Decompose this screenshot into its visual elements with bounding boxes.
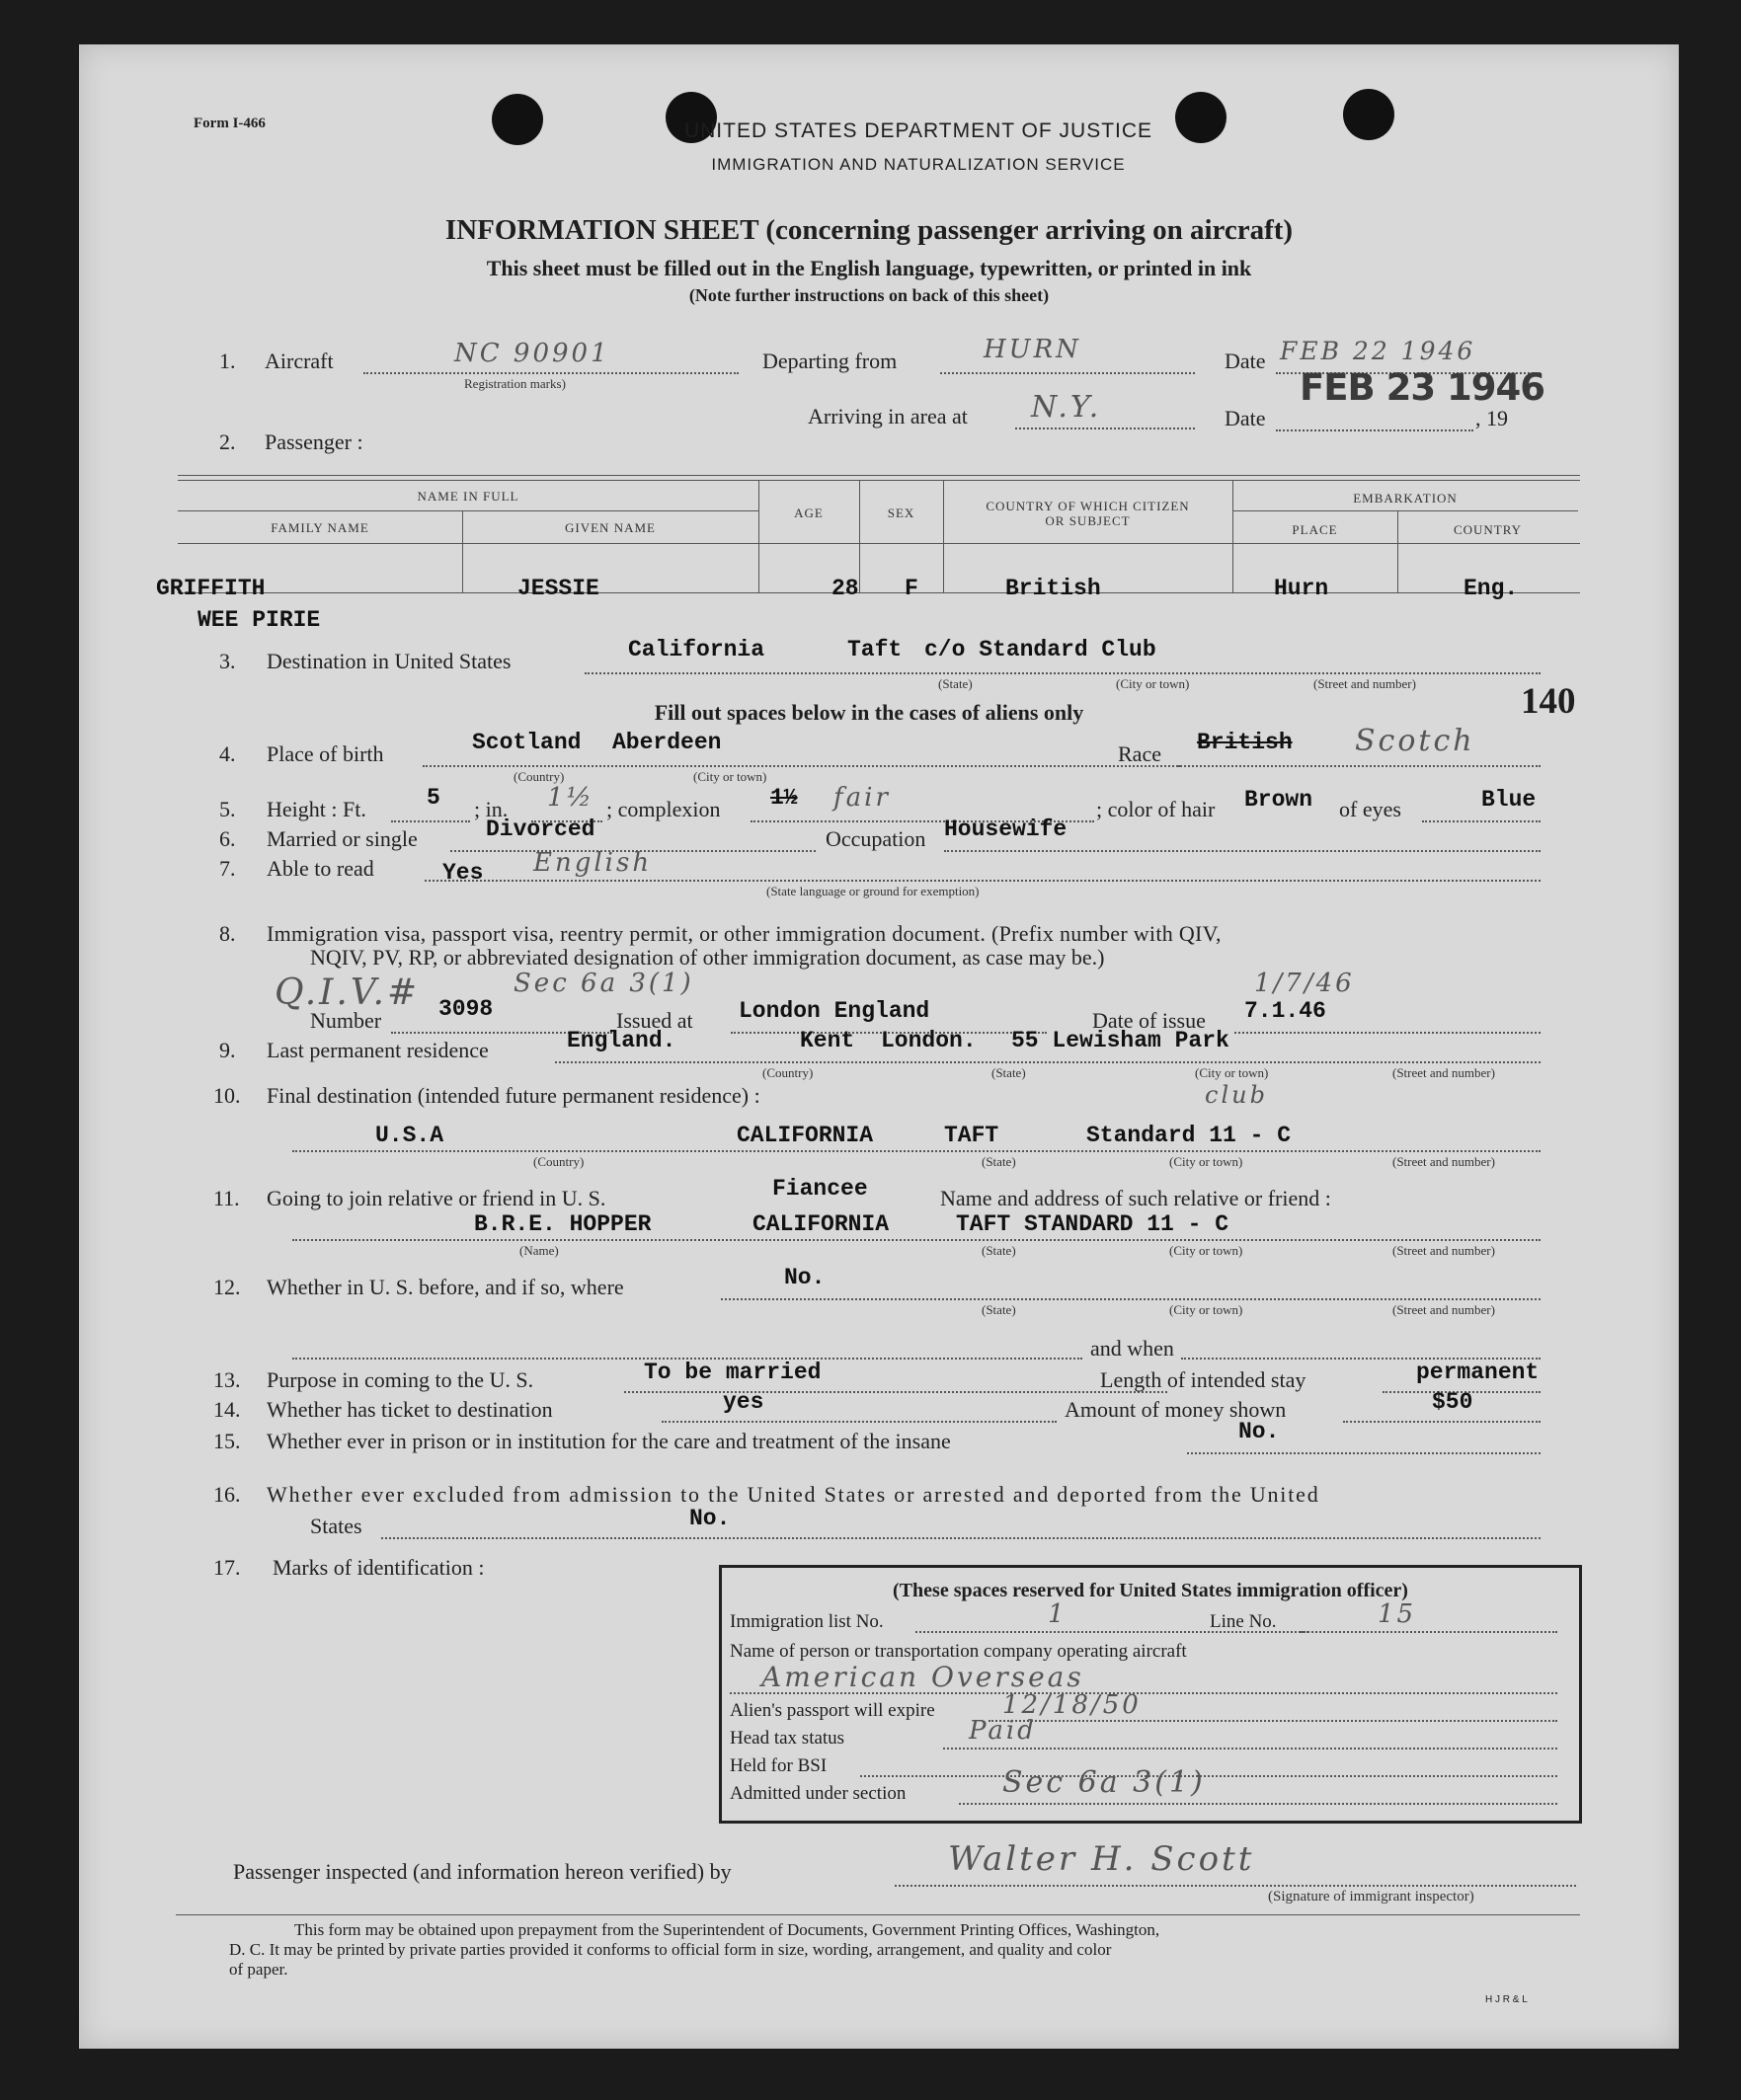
last-res-street-value: 55 Lewisham Park [1011,1028,1229,1053]
able-to-read-value: Yes [442,860,484,886]
table-rule [178,543,1580,544]
item-8-number: 8. [219,921,236,946]
departing-from-value: HURN [984,335,1081,364]
race-handwritten: Scotch [1355,724,1475,758]
form-subtitle: This sheet must be filled out in the English language, typewritten, or printed in ink [486,256,1252,280]
arriving-value: N.Y. [1031,390,1102,425]
item-14-number: 14. [213,1397,241,1422]
birth-city-value: Aberdeen [612,730,722,755]
admitted-under-line [959,1803,1557,1805]
in-us-before-line [721,1298,1541,1300]
and-when-label: and when [1090,1336,1174,1361]
street-caption: (Street and number) [1392,1302,1495,1317]
city-caption: (City or town) [693,769,767,784]
date-stamp: FEB 23 1946 [1300,366,1544,409]
table-rule [178,480,1580,481]
aliens-only-heading: Fill out spaces below in the cases of aliens only [654,700,1084,725]
held-bsi-line [860,1775,1557,1777]
street-caption: (Street and number) [1392,1065,1495,1080]
passport-expire-value: 12/18/50 [1002,1690,1142,1720]
given-name-value: JESSIE [517,576,599,601]
item-4-number: 4. [219,741,236,766]
height-label: Height : Ft. [267,797,366,821]
departing-from-label: Departing from [762,349,898,373]
visa-section-value: Sec 6a 3(1) [514,969,694,998]
city-caption: (City or town) [1169,1302,1243,1317]
in-us-before-value: No. [784,1265,826,1290]
dest-street-value: c/o Standard Club [924,637,1156,662]
item-7-number: 7. [219,856,236,881]
relation-value: Fiancee [772,1176,868,1202]
street-caption: (Street and number) [1392,1154,1495,1169]
col-country: COUNTRY [1453,522,1523,537]
issued-at-value: London England [739,998,930,1024]
item-12-number: 12. [213,1275,241,1299]
punch-hole [492,94,543,145]
table-divider [859,480,860,593]
able-to-read-label: Able to read [267,856,374,881]
city-caption: (City or town) [1169,1154,1243,1169]
destination-label: Destination in United States [267,649,512,673]
read-language-value: English [533,848,653,878]
item-3-number: 3. [219,649,236,673]
held-bsi-label: Held for BSI [730,1755,828,1776]
admitted-under-value: Sec 6a 3(1) [1002,1765,1206,1800]
dest-state-value: California [628,637,765,662]
complexion-typed-value: 1½ [770,785,798,811]
purpose-label: Purpose in coming to the U. S. [267,1367,534,1392]
read-line [425,880,1541,882]
height-ft-line [391,820,470,822]
form-title: INFORMATION SHEET (concerning passenger arriving on aircraft) [444,214,1294,246]
date-of-issue-label: Date of issue [1092,1008,1206,1033]
city-caption: (City or town) [1116,676,1190,691]
length-of-stay-value: permanent [1416,1360,1540,1385]
country-caption: (Country) [762,1065,814,1080]
col-sex: SEX [887,506,915,520]
line-no-value: 15 [1378,1599,1417,1629]
passenger-label: Passenger : [265,429,363,454]
final-street-handwritten: club [1205,1081,1268,1109]
departing-date-value: FEB 22 1946 [1280,337,1476,365]
item-17-number: 17. [213,1555,241,1580]
in-us-before-label: Whether in U. S. before, and if so, where [267,1275,624,1299]
visa-number-value: 3098 [438,996,494,1022]
visa-prefix-value: Q.I.V.# [275,972,421,1013]
col-citizen-1: COUNTRY OF WHICH CITIZEN [986,499,1190,513]
head-tax-value: Paid [969,1716,1037,1746]
passport-expire-label: Alien's passport will expire [730,1700,935,1721]
name-address-relative-label: Name and address of such relative or friend : [940,1186,1331,1210]
agency-service: IMMIGRATION AND NATURALIZATION SERVICE [711,155,1126,174]
eyes-label: of eyes [1339,797,1401,821]
signature-caption: (Signature of immigrant inspector) [1268,1889,1474,1905]
relative-name-value: B.R.E. HOPPER [474,1211,652,1237]
last-res-state-value: Kent [800,1028,855,1053]
country-caption: (Country) [514,769,565,784]
family-name-value: GRIFFITH [156,576,266,601]
item-6-number: 6. [219,826,236,851]
item-11-number: 11. [213,1186,240,1210]
excluded-line [381,1537,1541,1539]
col-family-name: FAMILY NAME [271,520,369,535]
inches-label: ; in. [474,797,509,821]
date-of-issue-value: 7.1.46 [1244,998,1326,1024]
item-15-number: 15. [213,1429,241,1453]
excluded-label-2: States [310,1514,362,1538]
embark-place-value: Hurn [1274,576,1329,601]
stamp-number: 140 [1521,681,1576,722]
marks-id-label: Marks of identification : [273,1555,485,1580]
complexion-value: fair [833,783,891,813]
col-given-name: GIVEN NAME [565,520,656,535]
date-of-issue-line [1234,1032,1541,1034]
final-destination-label: Final destination (intended future permanent residence) : [267,1083,760,1108]
item-2-number: 2. [219,429,236,454]
immigration-visa-label-2: NQIV, PV, RP, or abbreviated designation of other immigration document, as case may be.) [310,945,1105,970]
relative-state-value: CALIFORNIA [752,1211,890,1237]
printer-mark: H J R & L [1485,1994,1528,2005]
line-no-line [1301,1631,1557,1633]
prison-value: No. [1238,1419,1280,1444]
agency-dept: UNITED STATES DEPARTMENT OF JUSTICE [683,119,1153,142]
table-rule [178,592,1580,593]
prison-label: Whether ever in prison or in institution for the care and treatment of the insane [267,1429,951,1453]
table-rule [178,510,758,511]
footer-line-1: This form may be obtained upon prepayment from the Superintendent of Documents, Government Printing Offices, Washington, [294,1920,1160,1939]
ticket-label: Whether has ticket to destination [267,1397,553,1422]
street-caption: (Street and number) [1392,1243,1495,1258]
country-caption: (Country) [533,1154,585,1169]
item-16-number: 16. [213,1482,241,1507]
ticket-line [662,1421,1057,1423]
officer-reserved-box [719,1565,1582,1824]
state-language-caption: (State language or ground for exemption) [766,884,980,898]
going-to-join-label: Going to join relative or friend in U. S. [267,1186,606,1210]
occupation-line [944,850,1541,852]
number-label: Number [310,1008,382,1033]
date-line-2 [1276,429,1473,431]
item-9-number: 9. [219,1038,236,1062]
col-age: AGE [794,506,824,520]
footer-rule [176,1914,1580,1915]
hair-label: ; color of hair [1096,797,1216,821]
final-city-value: TAFT [944,1123,999,1148]
aircraft-label: Aircraft [265,349,334,373]
inspected-by-label: Passenger inspected (and information hereon verified) by [233,1859,732,1884]
last-residence-line [555,1061,1541,1063]
height-in-value: 1½ [547,783,594,813]
state-caption: (State) [982,1243,1016,1258]
state-caption: (State) [991,1065,1026,1080]
col-embarkation: EMBARKATION [1353,491,1458,506]
money-label: Amount of money shown [1065,1397,1287,1422]
money-line [1343,1421,1541,1423]
immigration-visa-label-1: Immigration visa, passport visa, reentry permit, or other immigration document. (Prefix number with QIV, [267,921,1222,946]
form-number: Form I-466 [194,116,266,131]
race-line [1177,765,1541,767]
name-caption: (Name) [519,1243,559,1258]
sex-value: F [905,576,918,601]
final-state-value: CALIFORNIA [737,1123,874,1148]
street-caption: (Street and number) [1313,676,1416,691]
item-13-number: 13. [213,1367,241,1392]
punch-hole [1343,89,1394,140]
form-note: (Note further instructions on back of this sheet) [688,285,1050,305]
state-caption: (State) [938,676,973,691]
arriving-label: Arriving in area at [808,404,968,428]
complexion-label: ; complexion [606,797,721,821]
date-label-2: Date [1225,406,1266,430]
aircraft-line [363,372,739,374]
col-name-in-full: NAME IN FULL [417,489,519,504]
year-suffix: , 19 [1475,406,1508,430]
relative-city-street-value: TAFT STANDARD 11 - C [956,1211,1229,1237]
form-sheet [79,44,1679,2049]
relative-line [292,1239,1541,1241]
final-street-value: Standard 11 - C [1086,1123,1292,1148]
last-res-city-value: London. [881,1028,977,1053]
destination-line [585,672,1541,674]
table-rule [178,475,1580,476]
race-value: British [1197,730,1293,755]
dest-city-value: Taft [847,637,903,662]
inspector-signature: Walter H. Scott [948,1839,1255,1879]
date-label: Date [1225,349,1266,373]
signature-line [895,1885,1576,1887]
item-1-number: 1. [219,349,236,373]
passport-expire-line [989,1720,1557,1722]
embark-country-value: Eng. [1464,576,1519,601]
eyes-value: Blue [1481,787,1537,813]
head-tax-line [943,1748,1557,1750]
immigration-list-label: Immigration list No. [730,1611,884,1632]
ticket-value: yes [723,1389,764,1415]
money-value: $50 [1432,1389,1473,1415]
age-value: 28 [831,576,859,601]
final-country-value: U.S.A [375,1123,444,1148]
table-divider [758,480,759,593]
issued-at-label: Issued at [616,1008,693,1033]
height-ft-value: 5 [427,785,440,811]
col-place: PLACE [1292,522,1338,537]
length-of-stay-label: Length of intended stay [1100,1367,1306,1392]
state-caption: (State) [982,1154,1016,1169]
aircraft-value: NC 90901 [454,339,610,368]
col-citizen-2: OR SUBJECT [1045,513,1131,528]
hair-value: Brown [1244,787,1313,813]
footer-line-3: of paper. [229,1960,288,1979]
date-of-issue-handwritten: 1/7/46 [1254,969,1355,998]
item-5-number: 5. [219,797,236,821]
marital-label: Married or single [267,826,418,851]
citizen-value: British [1005,576,1101,601]
state-caption: (State) [982,1302,1016,1317]
place-of-birth-label: Place of birth [267,741,384,766]
purpose-value: To be married [644,1360,822,1385]
city-caption: (City or town) [1195,1065,1269,1080]
registration-marks-label: Registration marks) [464,376,566,391]
head-tax-label: Head tax status [730,1728,845,1749]
occupation-value: Housewife [944,817,1068,842]
excluded-label-1: Whether ever excluded from admission to the United States or arrested and deported from the United [267,1482,1320,1507]
marital-value: Divorced [486,817,595,842]
prison-line [1187,1452,1541,1454]
line-no-label: Line No. [1210,1611,1277,1632]
last-residence-label: Last permanent residence [267,1038,489,1062]
arriving-line [1015,428,1195,429]
eyes-line [1422,820,1541,822]
occupation-label: Occupation [826,826,926,851]
footer-line-2: D. C. It may be printed by private parties provided it conforms to official form in size, wording, arrangement, and quality and color [229,1940,1112,1959]
birth-country-value: Scotland [472,730,582,755]
table-divider [943,480,944,593]
birth-line [423,765,1181,767]
city-caption: (City or town) [1169,1243,1243,1258]
purpose-line [624,1391,1167,1393]
immigration-list-value: 1 [1048,1599,1068,1629]
family-name-value-2: WEE PIRIE [198,607,321,633]
admitted-under-label: Admitted under section [730,1783,907,1804]
race-label: Race [1118,741,1161,766]
table-rule [1232,510,1578,511]
transport-company-value: American Overseas [761,1661,1084,1693]
final-destination-line [292,1150,1541,1152]
transport-company-label: Name of person or transportation company operating aircraft [730,1641,1187,1662]
last-res-country-value: England. [567,1028,676,1053]
departing-line [940,372,1195,374]
reserved-heading: (These spaces reserved for United States immigration officer) [893,1580,1408,1601]
item-10-number: 10. [213,1083,241,1108]
excluded-value: No. [689,1506,731,1531]
